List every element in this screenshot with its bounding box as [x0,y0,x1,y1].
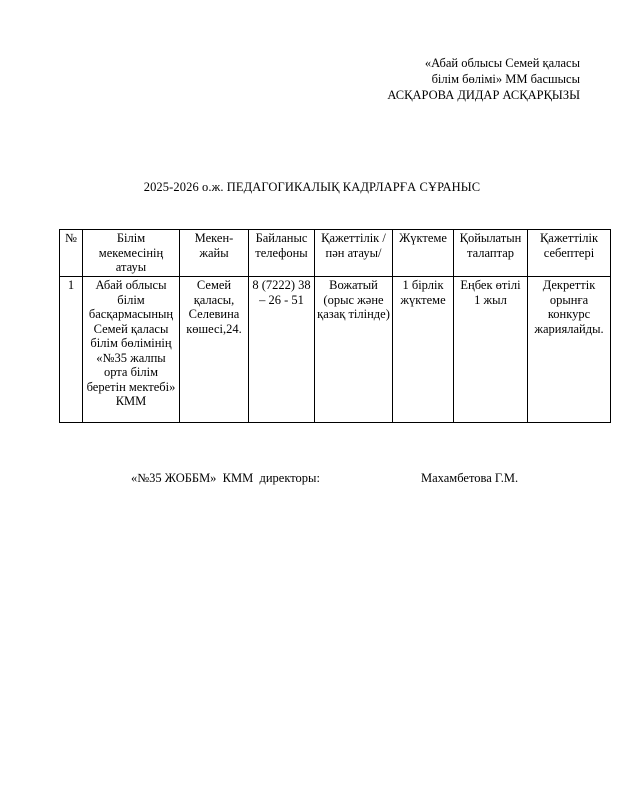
cell-address: Семей қаласы, Селевина көшесі,24. [180,277,249,423]
addressee-line-1: «Абай облысы Семей қаласы [424,56,580,70]
header-phone: Байланыс телефоны [249,230,315,277]
cell-phone: 8 (7222) 38 – 26 - 51 [249,277,315,423]
header-reasons: Қажеттілік себептері [528,230,611,277]
header-need: Қажеттілік /пән атауы/ [315,230,393,277]
header-institution: Білім мекемесінің атауы [83,230,180,277]
cell-number: 1 [60,277,83,423]
cell-institution: Абай облысы білім басқармасының Семей қаласы білім бөлімінің «№35 жалпы орта білім беретін мектебі» КММ [83,277,180,423]
header-number: № [60,230,83,277]
director-name: Махамбетова Г.М. [421,471,519,485]
cell-need: Вожатый (орыс және қазақ тілінде) [315,277,393,423]
table-header-row [60,230,611,277]
addressee-line-2: білім бөлімі» ММ басшысы [431,72,580,86]
cell-reasons: Декреттік орынға конкурс жариялайды. [528,277,611,423]
cell-requirements: Еңбек өтілі 1 жыл [454,277,528,423]
addressee-line-3: АСҚАРОВА ДИДАР АСҚАРҚЫЗЫ [387,88,580,102]
addressee-block [387,55,580,103]
cell-workload: 1 бірлік жүктеме [393,277,454,423]
header-requirements: Қойылатын талаптар [454,230,528,277]
header-workload: Жүктеме [393,230,454,277]
document-title: 2025-2026 о.ж. ПЕДАГОГИКАЛЫҚ КАДРЛАРҒА СҰРАНЫС [143,180,481,194]
header-address: Мекен-жайы [180,230,249,277]
table-row [60,277,611,423]
director-title: «№35 ЖОББМ» КММ директоры: [131,471,320,485]
request-table [59,229,611,423]
